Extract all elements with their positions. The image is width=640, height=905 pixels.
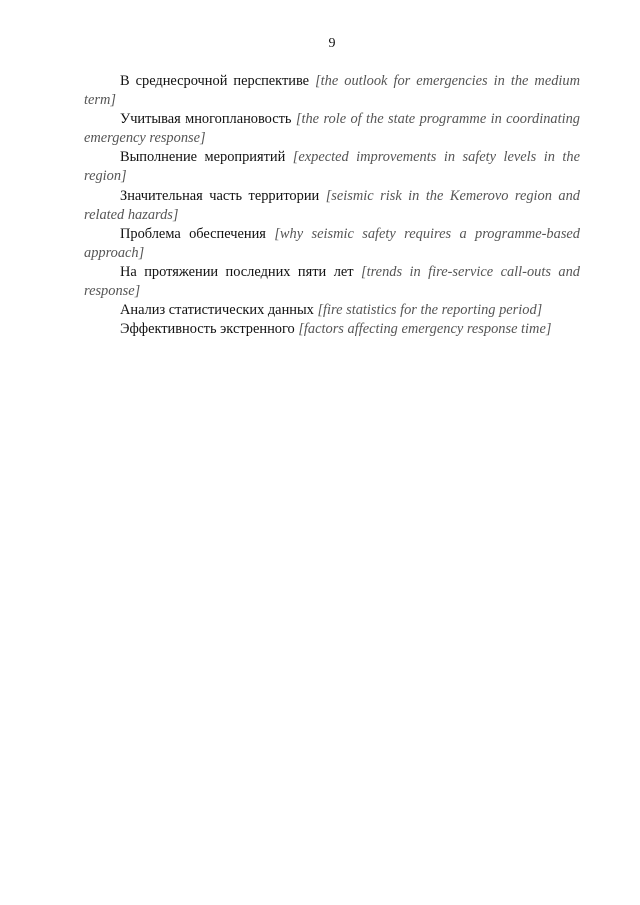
page-number: 9 <box>328 36 336 51</box>
paragraph-2 <box>84 110 580 148</box>
paragraph-1 <box>84 72 580 110</box>
paragraph-1-lead: В среднесрочной перспективе <box>120 73 310 89</box>
paragraph-7 <box>84 301 580 320</box>
paragraph-7-lead: Анализ статистических данных <box>120 302 314 319</box>
paragraph-5-summary: [why seismic safety requires a programme-based approach] <box>84 225 580 261</box>
paragraph-2-lead: Учитывая многоплановость <box>120 111 292 128</box>
paragraph-6-lead: На протяжении последних пяти лет <box>120 263 354 280</box>
paragraph-3-lead: Выполнение мероприятий <box>120 149 286 166</box>
paragraph-3-summary: [expected improvements in safety levels in the region] <box>84 149 580 185</box>
paragraph-8-lead: Эффективность экстренного <box>120 321 295 338</box>
paragraph-8-summary: [factors affecting emergency response time] <box>298 321 552 338</box>
paragraph-5-lead: Проблема обеспечения <box>120 225 266 242</box>
paragraph-2-summary: [the role of the state programme in coordinating emergency response] <box>84 111 580 147</box>
paragraph-4-lead: Значительная часть территории <box>120 187 320 204</box>
paragraph-4-summary: [seismic risk in the Kemerovo region and related hazards] <box>84 187 580 223</box>
paragraph-3 <box>84 148 580 186</box>
paragraph-5 <box>84 225 580 263</box>
paragraph-4 <box>84 187 580 225</box>
paragraph-6 <box>84 263 580 301</box>
paragraph-6-summary: [trends in fire-service call-outs and response] <box>84 263 580 300</box>
document-page <box>84 36 580 886</box>
paragraph-7-summary: [fire statistics for the reporting period] <box>317 302 543 319</box>
paragraph-8 <box>84 320 580 339</box>
paragraph-1-summary: [the outlook for emergencies in the medium term] <box>84 73 580 109</box>
